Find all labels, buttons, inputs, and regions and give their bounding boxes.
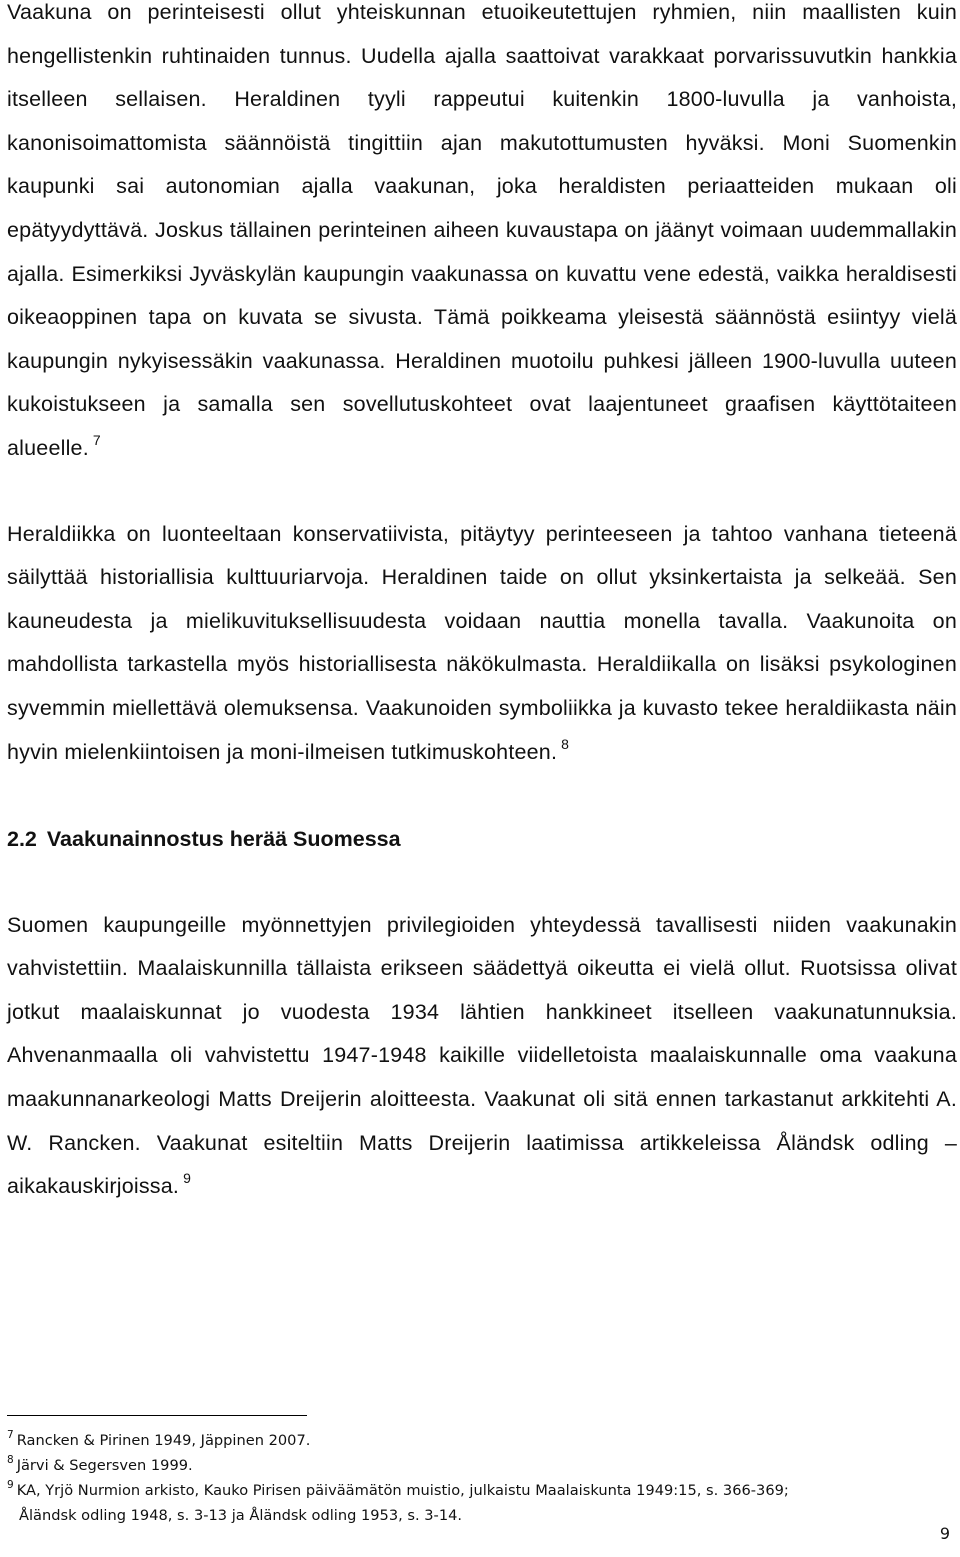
- footnote-item: [7, 1428, 947, 1453]
- paragraph-3: [7, 904, 957, 1209]
- section-number: 2.2: [7, 827, 37, 852]
- footnote-text: KA, Yrjö Nurmion arkisto, Kauko Pirisen päiväämätön muistio, julkaistu Maalaiskunta 1949:15, s. 366-369;: [16, 1482, 789, 1499]
- document-body: [7, 0, 957, 1209]
- footnotes: [7, 1428, 947, 1528]
- footnote-mark: 7: [7, 1429, 14, 1441]
- footnote-text: Rancken & Pirinen 1949, Jäppinen 2007.: [16, 1432, 311, 1449]
- footnote-mark: 8: [7, 1454, 14, 1466]
- footnote-item: [7, 1453, 947, 1478]
- section-title: Vaakunainnostus herää Suomessa: [46, 827, 401, 852]
- footnote-ref-8[interactable]: 8: [561, 735, 570, 752]
- paragraph-1-text: Vaakuna on perinteisesti ollut yhteiskunnan etuoikeutettujen ryhmien, niin maallisten kuin hengellistenkin ruhtinaiden tunnus. Uudella ajalla saattoivat varakkaat porvarissuvutkin hankkia itselleen sellaisen. Heraldinen tyyli rappeutui kuitenkin 1800-luvulla ja vanhoista, kanonisoimattomista säännöistä tingittiin ajan makutottumusten hyväksi. Moni Suomenkin kaupunki sai autonomian ajalla vaakunan, joka heraldisten periaatteiden mukaan oli epätyydyttävä. Joskus tällainen perinteinen aiheen kuvaustapa on jäänyt voimaan uudemmallakin ajalla. Esimerkiksi Jyväskylän kaupungin vaakunassa on kuvattu vene edestä, vaikka heraldisesti oikeaoppinen tapa on kuvata se sivusta. Tämä poikkeama yleisestä säännöstä esiintyy vielä kaupungin nykyisessäkin vaakunassa. Heraldinen muotoilu puhkesi jälleen 1900-luvulla uuteen kukoistukseen ja samalla sen sovellutuskohteet ovat laajentuneet graafisen käyttötaiteen alueelle.: [7, 0, 957, 460]
- footnote-mark: 9: [7, 1479, 14, 1491]
- section-heading: [7, 818, 957, 862]
- footnote-item: [7, 1478, 947, 1528]
- paragraph-1: [7, 0, 957, 471]
- paragraph-2-text: Heraldiikka on luonteeltaan konservatiivista, pitäytyy perinteeseen ja tahtoo vanhana tieteenä säilyttää historiallisia kulttuuriarvoja. Heraldinen taide on ollut yksinkertaista ja selkeää. Sen kauneudesta ja mielikuvituksellisuudesta voidaan nauttia monella tavalla. Vaakunoita on mahdollista tarkastella myös historiallisesta näkökulmasta. Heraldiikalla on lisäksi psykologinen syvemmin miellettävä olemuksensa. Vaakunoiden symboliikka ja kuvasto tekee heraldiikasta näin hyvin mielenkiintoisen ja moni-ilmeisen tutkimuskohteen.: [7, 521, 957, 764]
- footnote-text: Järvi & Segersven 1999.: [16, 1457, 193, 1474]
- footnote-separator: [7, 1415, 307, 1416]
- paragraph-2: [7, 513, 957, 775]
- footnote-ref-9[interactable]: 9: [183, 1170, 192, 1187]
- page-number: 9: [939, 1524, 950, 1543]
- footnote-continuation: Åländsk odling 1948, s. 3-13 ja Åländsk odling 1953, s. 3-14.: [19, 1507, 463, 1524]
- footnote-ref-7[interactable]: 7: [92, 431, 101, 448]
- paragraph-3-text: Suomen kaupungeille myönnettyjen privilegioiden yhteydessä tavallisesti niiden vaakunakin vahvistettiin. Maalaiskunnilla tällaista erikseen säädettyä oikeutta ei vielä ollut. Ruotsissa olivat jotkut maalaiskunnat jo vuodesta 1934 lähtien hankkineet itselleen vaakunatunnuksia. Ahvenanmaalla oli vahvistettu 1947-1948 kaikille viidelletoista maalaiskunnalle oma vaakuna maakunnanarkeologi Matts Dreijerin aloitteesta. Vaakunat oli sitä ennen tarkastanut arkkitehti A. W. Rancken. Vaakunat esiteltiin Matts Dreijerin laatimissa artikkeleissa Åländsk odling –aikakauskirjoissa.: [7, 912, 957, 1199]
